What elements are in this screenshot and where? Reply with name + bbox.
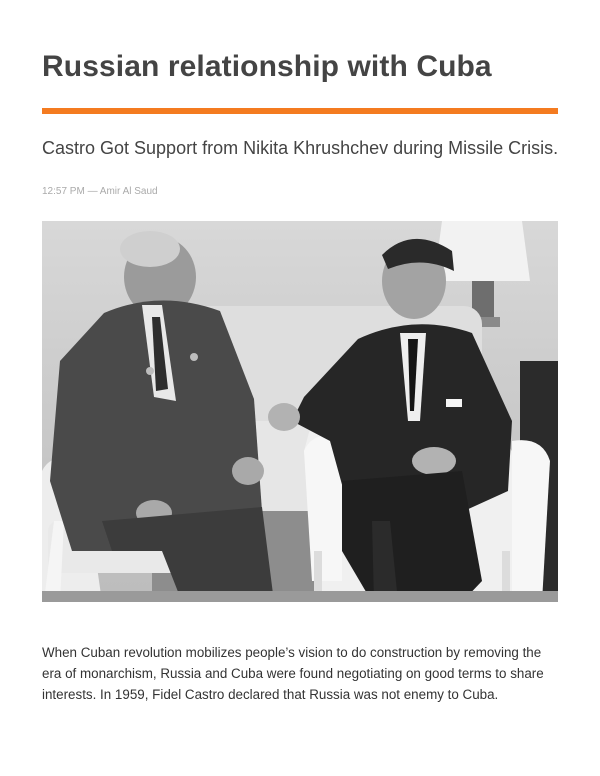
article-subtitle: Castro Got Support from Nikita Khrushchev during Missile Crisis. bbox=[42, 138, 559, 158]
article-photo bbox=[42, 221, 558, 602]
photo-illustration bbox=[42, 221, 558, 602]
article-body: When Cuban revolution mobilizes people’s vision to do construction by removing the era of monarchism, Russia and Cuba were found negotiating on good terms to share interests. In 1959, Fidel Castro declared that Russia was not enemy to Cuba. bbox=[42, 645, 544, 702]
article-title: Russian relationship with Cuba bbox=[42, 50, 492, 83]
title-divider bbox=[42, 108, 558, 114]
article-byline: 12:57 PM — Amir Al Saud bbox=[42, 186, 158, 197]
